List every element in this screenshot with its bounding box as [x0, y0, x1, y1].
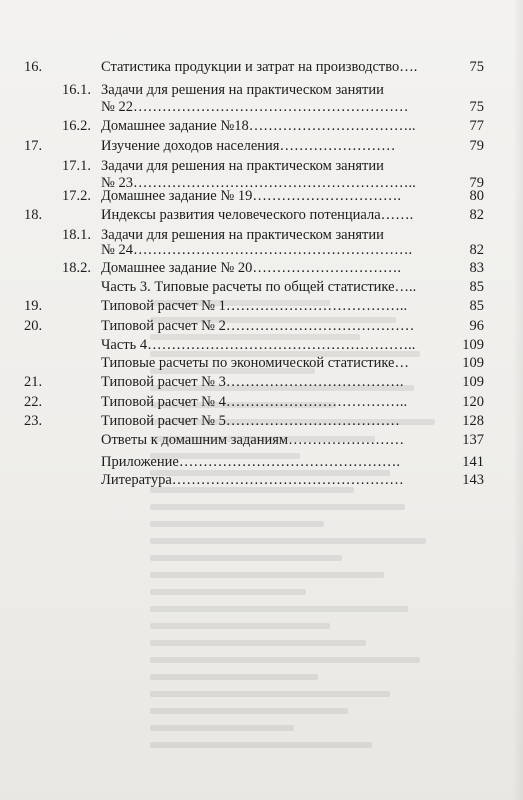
toc-line	[0, 116, 523, 136]
toc-line	[0, 97, 523, 117]
toc-entry-page: 83	[469, 260, 484, 276]
toc-line	[0, 452, 523, 472]
toc-entry-number: 23.	[24, 413, 43, 429]
toc-entry-title: Часть 3. Типовые расчеты по общей статистике…..	[101, 279, 417, 295]
toc-entry-number: 18.	[24, 207, 43, 223]
toc-entry-title: Типовой расчет № 4………………………………..	[101, 394, 408, 410]
toc-entry-title: Типовой расчет № 3……………………………….	[101, 374, 404, 390]
toc-entry-number: 22.	[24, 394, 43, 410]
toc-entry-title: Домашнее задание № 19………………………….	[101, 188, 401, 204]
toc-entry-title: Типовые расчеты по экономической статистике…	[101, 355, 409, 371]
toc-line	[0, 353, 523, 373]
toc-line	[0, 57, 523, 77]
toc-entry-page: 79	[469, 175, 484, 191]
toc-entry-title: Ответы к домашним заданиям……………………	[101, 432, 405, 448]
toc-entry-page: 120	[462, 394, 484, 410]
toc-line	[0, 186, 523, 206]
toc-entry-title: Изучение доходов населения……………………	[101, 138, 396, 154]
toc-entry-page: 75	[469, 99, 484, 115]
toc-line	[0, 335, 523, 355]
toc-entry-number: 17.1.	[62, 158, 91, 174]
toc-entry-page: 75	[469, 59, 484, 75]
toc-line	[0, 296, 523, 316]
toc-entry-title: Типовой расчет № 5………………………………	[101, 413, 400, 429]
toc-line	[0, 205, 523, 225]
toc-entry-title: № 23…………………………………………………..	[101, 175, 416, 191]
toc-entry-number: 18.2.	[62, 260, 91, 276]
toc-entry-title: Типовой расчет № 1………………………………..	[101, 298, 408, 314]
toc-entry-page: 79	[469, 138, 484, 154]
toc-entry-title: № 24………………………………………………….	[101, 242, 413, 258]
toc-line	[0, 277, 523, 297]
toc-entry-page: 77	[469, 118, 484, 134]
toc-line	[0, 316, 523, 336]
toc-entry-title: Задачи для решения на практическом занятии	[101, 158, 384, 174]
toc-entry-number: 18.1.	[62, 227, 91, 243]
toc-line	[0, 136, 523, 156]
toc-entry-title: Статистика продукции и затрат на производство….	[101, 59, 418, 75]
toc-entry-page: 141	[462, 454, 484, 470]
toc-entry-title: Домашнее задание № 20………………………….	[101, 260, 401, 276]
toc-entry-page: 82	[469, 207, 484, 223]
toc-entry-page: 85	[469, 279, 484, 295]
toc-entry-title: Часть 4………………………………………………..	[101, 337, 416, 353]
toc-entry-title: Индексы развития человеческого потенциала…….	[101, 207, 414, 223]
toc-entry-page: 109	[462, 337, 484, 353]
toc-entry-number: 16.2.	[62, 118, 91, 134]
toc-entry-title: Типовой расчет № 2…………………………………	[101, 318, 415, 334]
toc-entry-page: 85	[469, 298, 484, 314]
toc-entry-number: 21.	[24, 374, 43, 390]
toc-entry-number: 16.1.	[62, 82, 91, 98]
toc-entry-title: Литература…………………………………………	[101, 472, 404, 488]
toc-entry-number: 17.	[24, 138, 43, 154]
toc-entry-page: 137	[462, 432, 484, 448]
toc-entry-number: 17.2.	[62, 188, 91, 204]
toc-entry-title: № 22…………………………………………………	[101, 99, 409, 115]
toc-entry-page: 109	[462, 355, 484, 371]
toc-entry-page: 80	[469, 188, 484, 204]
toc-entry-title: Задачи для решения на практическом занятии	[101, 227, 384, 243]
toc-entry-number: 19.	[24, 298, 43, 314]
toc-entry-page: 96	[469, 318, 484, 334]
toc-entry-title: Приложение……………………………………….	[101, 454, 400, 470]
toc-line	[0, 240, 523, 260]
toc-entry-number: 20.	[24, 318, 43, 334]
toc-entry-title: Домашнее задание №18……………………………..	[101, 118, 416, 134]
toc-entry-number: 16.	[24, 59, 43, 75]
toc-entry-page: 128	[462, 413, 484, 429]
toc-line	[0, 258, 523, 278]
toc-line	[0, 430, 523, 450]
toc-entry-title: Задачи для решения на практическом занятии	[101, 82, 384, 98]
toc-entry-page: 109	[462, 374, 484, 390]
toc-line	[0, 470, 523, 490]
toc-line	[0, 392, 523, 412]
toc-line	[0, 411, 523, 431]
toc-line	[0, 372, 523, 392]
toc-entry-page: 82	[469, 242, 484, 258]
toc-entry-page: 143	[462, 472, 484, 488]
